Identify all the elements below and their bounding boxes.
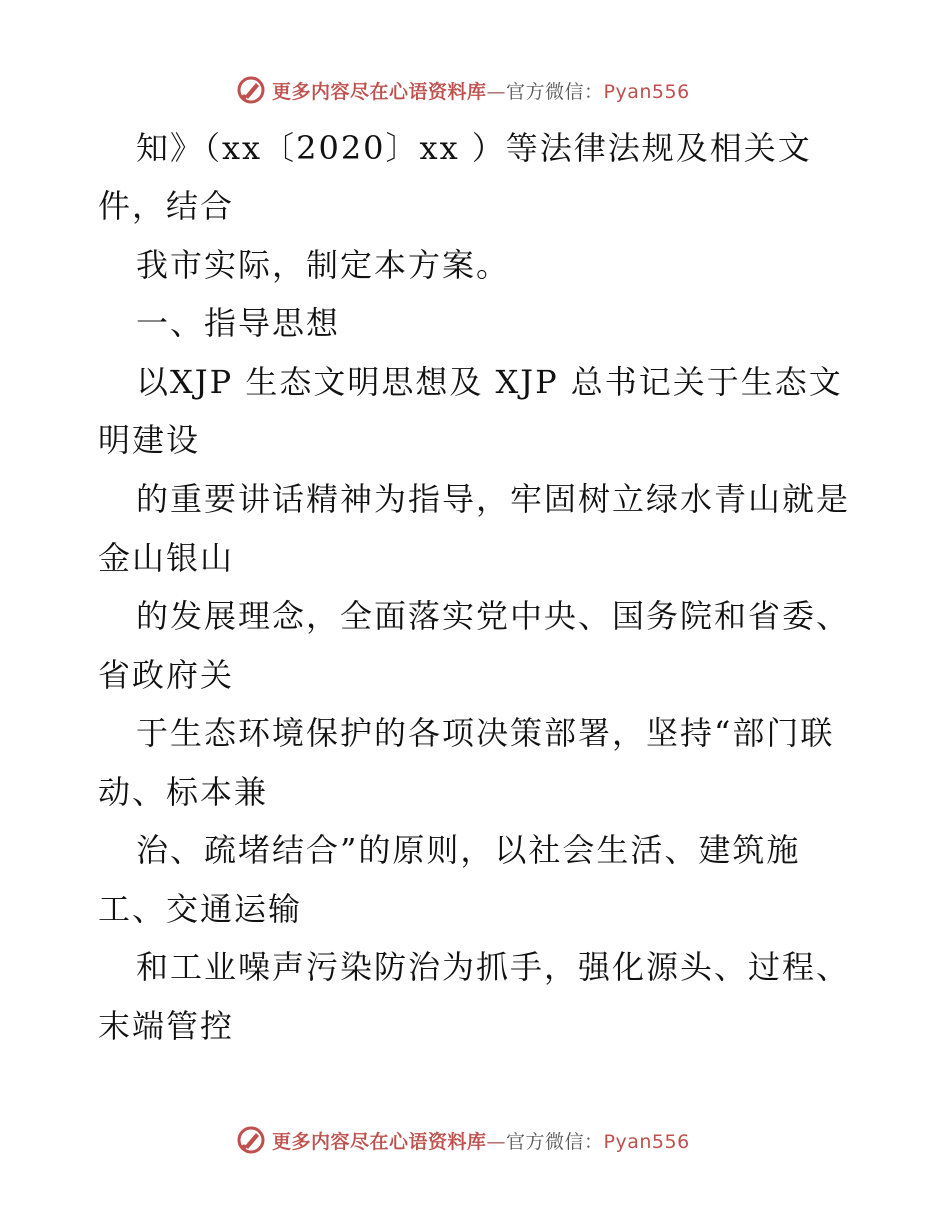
text-line: 金山银山 xyxy=(98,539,235,577)
text-line: 动、标本兼 xyxy=(98,773,269,811)
watermark-label: 官方微信： xyxy=(506,1130,604,1153)
text-line: 末端管控 xyxy=(98,1007,235,1045)
header-watermark xyxy=(236,73,690,107)
pen-logo-icon xyxy=(236,1125,266,1155)
text-line: 明建设 xyxy=(98,421,201,459)
watermark-account: Pyan556 xyxy=(603,80,690,103)
text-line: 我市实际，制定本方案。 xyxy=(136,246,511,284)
pen-logo-icon xyxy=(236,75,266,105)
section-heading: 一、指导思想 xyxy=(136,304,341,342)
text-line: 件，结合 xyxy=(98,187,235,225)
watermark-account: Pyan556 xyxy=(603,1130,690,1153)
text-line: 省政府关 xyxy=(98,656,235,694)
watermark-dash: — xyxy=(486,80,507,103)
text-line: 工、交通运输 xyxy=(98,890,303,928)
watermark-label: 官方微信： xyxy=(506,80,604,103)
text-line: 的发展理念，全面落实党中央、国务院和省委、 xyxy=(136,597,851,635)
watermark-dash: — xyxy=(486,1130,507,1153)
text-line: 于生态环境保护的各项决策部署，坚持“部门联 xyxy=(136,714,835,752)
text-line: 以XJP 生态文明思想及 XJP 总书记关于生态文 xyxy=(136,363,843,401)
watermark-brand: 更多内容尽在心语资料库 xyxy=(272,80,487,103)
text-line: 知》（xx〔2020〕xx ）等法律法规及相关文 xyxy=(136,129,812,167)
text-line: 治、疏堵结合”的原则，以社会生活、建筑施 xyxy=(136,831,801,869)
text-line: 的重要讲话精神为指导，牢固树立绿水青山就是 xyxy=(136,480,851,518)
footer-watermark xyxy=(236,1123,690,1157)
watermark-brand: 更多内容尽在心语资料库 xyxy=(272,1130,487,1153)
text-line: 和工业噪声污染防治为抓手，强化源头、过程、 xyxy=(136,948,851,986)
